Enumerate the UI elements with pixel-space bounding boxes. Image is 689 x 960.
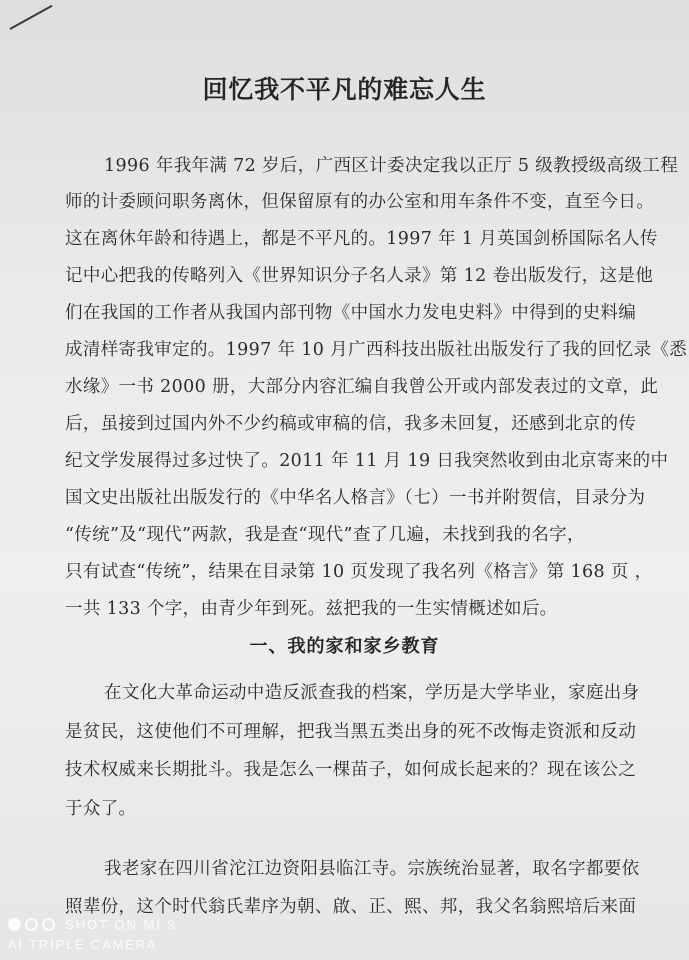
camera-watermark <box>8 913 177 952</box>
paragraph-line: 是贫民，这使他们不可理解，把我当黑五类出身的死不改悔走资派和反动 <box>65 722 637 742</box>
paragraph-line: 1996 年我年满 72 岁后，广西区计委决定我以正厅 5 级教授级高级工程 <box>104 156 679 176</box>
paragraph-line: 照辈份，这个时代翁氏辈序为朝、啟、正、熙、邦，我父名翁熙培后来面 <box>65 897 637 917</box>
paragraph-line: 一共 133 个字，由青少年到死。兹把我的一生实情概述如后。 <box>65 599 558 619</box>
paragraph-line: 只有试查“传统”，结果在目录第 10 页发现了我名列《格言》第 168 页 ， <box>65 562 653 582</box>
paragraph-line: 纪文学发展得过多过快了。2011 年 11 月 19 日我突然收到由北京寄来的中 <box>65 451 669 471</box>
paragraph-line: 在文化大革命运动中造反派查我的档案，学历是大学毕业，家庭出身 <box>104 683 640 703</box>
paragraph-line: 师的计委顾问职务离休，但保留原有的办公室和用车条件不变，直至今日。 <box>65 192 655 212</box>
watermark-line-2: AI TRIPLE CAMERA <box>8 937 158 952</box>
paragraph-line: 成清样寄我审定的。1997 年 10 月广西科技出版社出版发行了我的回忆录《悉 <box>65 340 688 360</box>
paragraph-line: “传统”及“现代”两款，我是查“现代”查了几遍，未找到我的名字， <box>65 525 585 545</box>
dot-icon <box>8 918 21 931</box>
paragraph-line: 后，虽接到过国内外不少约稿或审稿的信，我多未回复，还感到北京的传 <box>65 414 637 434</box>
ring-icon <box>42 918 55 931</box>
section-heading: 一、我的家和家乡教育 <box>249 636 440 657</box>
document-title: 回忆我不平凡的难忘人生 <box>202 75 487 104</box>
paragraph-line: 于众了。 <box>65 799 137 819</box>
paragraph-line: 这在离休年龄和待遇上，都是不平凡的。1997 年 1 月英国剑桥国际名人传 <box>65 229 658 249</box>
paragraph-line: 水缘》一书 2000 册，大部分内容汇编自我曾公开或内部发表过的文章，此 <box>65 377 659 397</box>
paragraph-line: 记中心把我的传略列入《世界知识分子名人录》第 12 卷出版发行，这是他 <box>65 266 654 286</box>
watermark-line-1: SHOT ON MI 9 <box>65 916 177 932</box>
paragraph-line: 国文史出版社出版发行的《中华名人格言》（七）一书并附贺信，目录分为 <box>65 488 646 508</box>
ring-icon <box>25 918 38 931</box>
paragraph-line: 我老家在四川省沱江边资阳县临江寺。宗族统治显著，取名字都要依 <box>104 859 640 879</box>
paragraph-line: 技术权威来长期批斗。我是怎么一棵苗子，如何成长起来的？现在该公之 <box>65 760 637 780</box>
paragraph-line: 们在我国的工作者从我国内部刊物《中国水力发电史料》中得到的史料编 <box>65 303 637 323</box>
